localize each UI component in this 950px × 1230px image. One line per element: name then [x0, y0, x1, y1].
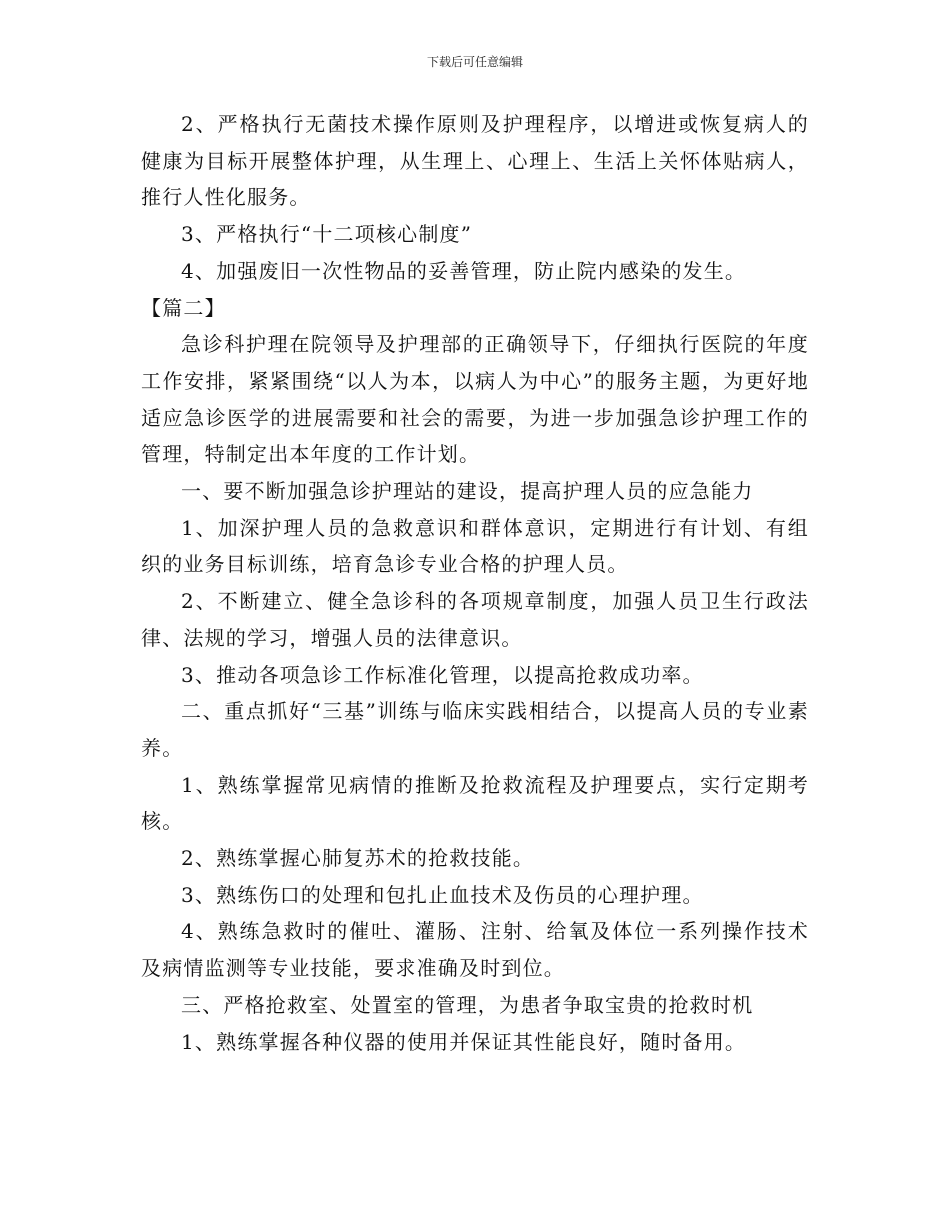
paragraph: 二、重点抓好“三基”训练与临床实践相结合，以提高人员的专业素养。: [141, 699, 809, 760]
paragraph: 3、熟练伤口的处理和包扎止血技术及伤员的心理护理。: [181, 882, 704, 907]
paragraph: 一、要不断加强急诊护理站的建设，提高护理人员的应急能力: [181, 479, 754, 504]
paragraph: 1、加深护理人员的急救意识和群体意识，定期进行有计划、有组织的业务目标训练，培育急诊专业合格的护理人员。: [141, 515, 809, 577]
paragraph: 4、加强废旧一次性物品的妥善管理，防止院内感染的发生。: [181, 258, 747, 283]
paragraph: 4、熟练急救时的催吐、灌肠、注射、给氧及体位一系列操作技术及病情监测等专业技能，要求准确及时到位。: [141, 919, 809, 981]
document-body: [141, 106, 809, 1060]
paragraph: 2、严格执行无菌技术操作原则及护理程序，以增进或恢复病人的健康为目标开展整体护理，从生理上、心理上、生活上关怀体贴病人，推行人性化服务。: [141, 112, 809, 210]
paragraph: 三、严格抢救室、处置室的管理，为患者争取宝贵的抢救时机: [181, 992, 754, 1017]
section-heading: 【篇二】: [141, 295, 226, 320]
paragraph: 急诊科护理在院领导及护理部的正确领导下，仔细执行医院的年度工作安排，紧紧围绕“以人为本，以病人为中心”的服务主题，为更好地适应急诊医学的进展需要和社会的需要，为进一步加强急诊护理工作的管理，特制定出本年度的工作计划。: [141, 332, 809, 467]
paragraph: 2、熟练掌握心肺复苏术的抢救技能。: [181, 846, 535, 871]
paragraph: 3、推动各项急诊工作标准化管理，以提高抢救成功率。: [181, 662, 704, 687]
page-header: 下载后可任意编辑: [426, 55, 523, 69]
paragraph: 1、熟练掌握常见病情的推断及抢救流程及护理要点，实行定期考核。: [141, 772, 809, 834]
paragraph: 2、不断建立、健全急诊科的各项规章制度，加强人员卫生行政法律、法规的学习，增强人员的法律意识。: [141, 589, 809, 650]
paragraph: 1、熟练掌握各种仪器的使用并保证其性能良好，随时备用。: [181, 1029, 747, 1054]
paragraph: 3、严格执行“十二项核心制度”: [181, 222, 473, 247]
